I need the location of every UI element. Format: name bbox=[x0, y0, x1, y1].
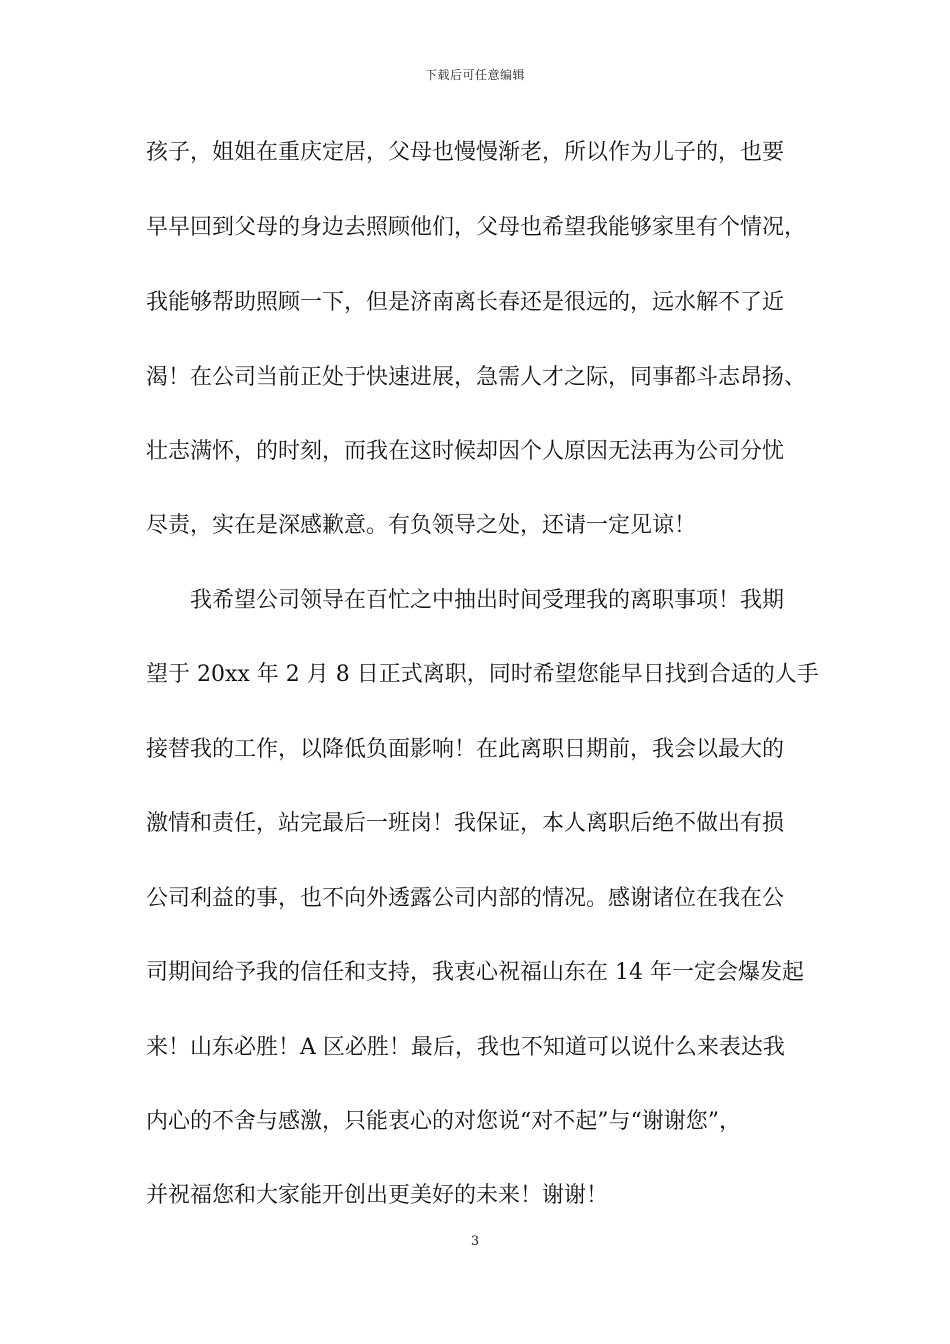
body-line: 来！山东必胜！A 区必胜！最后，我也不知道可以说什么来表达我 bbox=[146, 1035, 785, 1060]
body-line: 内心的不舍与感激，只能衷心的对您说“对不起”与“谢谢您”， bbox=[146, 1109, 741, 1134]
body-line: 接替我的工作，以降低负面影响！在此离职日期前，我会以最大的 bbox=[146, 737, 785, 762]
body-line: 孩子，姐姐在重庆定居，父母也慢慢渐老，所以作为儿子的，也要 bbox=[146, 140, 785, 165]
page-number: 3 bbox=[470, 1234, 480, 1249]
body-line: 早早回到父母的身边去照顾他们，父母也希望我能够家里有个情况， bbox=[146, 215, 807, 240]
paragraph-first-line: 我希望公司领导在百忙之中抽出时间受理我的离职事项！我期 bbox=[190, 588, 785, 613]
body-line: 并祝福您和大家能开创出更美好的未来！谢谢！ bbox=[146, 1183, 609, 1208]
body-line: 激情和责任，站完最后一班岗！我保证，本人离职后绝不做出有损 bbox=[146, 811, 785, 836]
page-header: 下载后可任意编辑 bbox=[424, 68, 525, 82]
body-line: 望于 20xx 年 2 月 8 日正式离职，同时希望您能早日找到合适的人手 bbox=[146, 662, 819, 687]
body-line: 渴！在公司当前正处于快速进展，急需人才之际，同事都斗志昂扬、 bbox=[146, 365, 807, 390]
body-line: 公司利益的事，也不向外透露公司内部的情况。感谢诸位在我在公 bbox=[146, 886, 785, 911]
body-line: 司期间给予我的信任和支持，我衷心祝福山东在 14 年一定会爆发起 bbox=[146, 960, 804, 985]
body-line: 我能够帮助照顾一下，但是济南离长春还是很远的，远水解不了近 bbox=[146, 290, 785, 315]
body-line: 壮志满怀，的时刻，而我在这时候却因个人原因无法再为公司分忧 bbox=[146, 439, 785, 464]
body-line: 尽责，实在是深感歉意。有负领导之处，还请一定见谅！ bbox=[146, 513, 697, 538]
